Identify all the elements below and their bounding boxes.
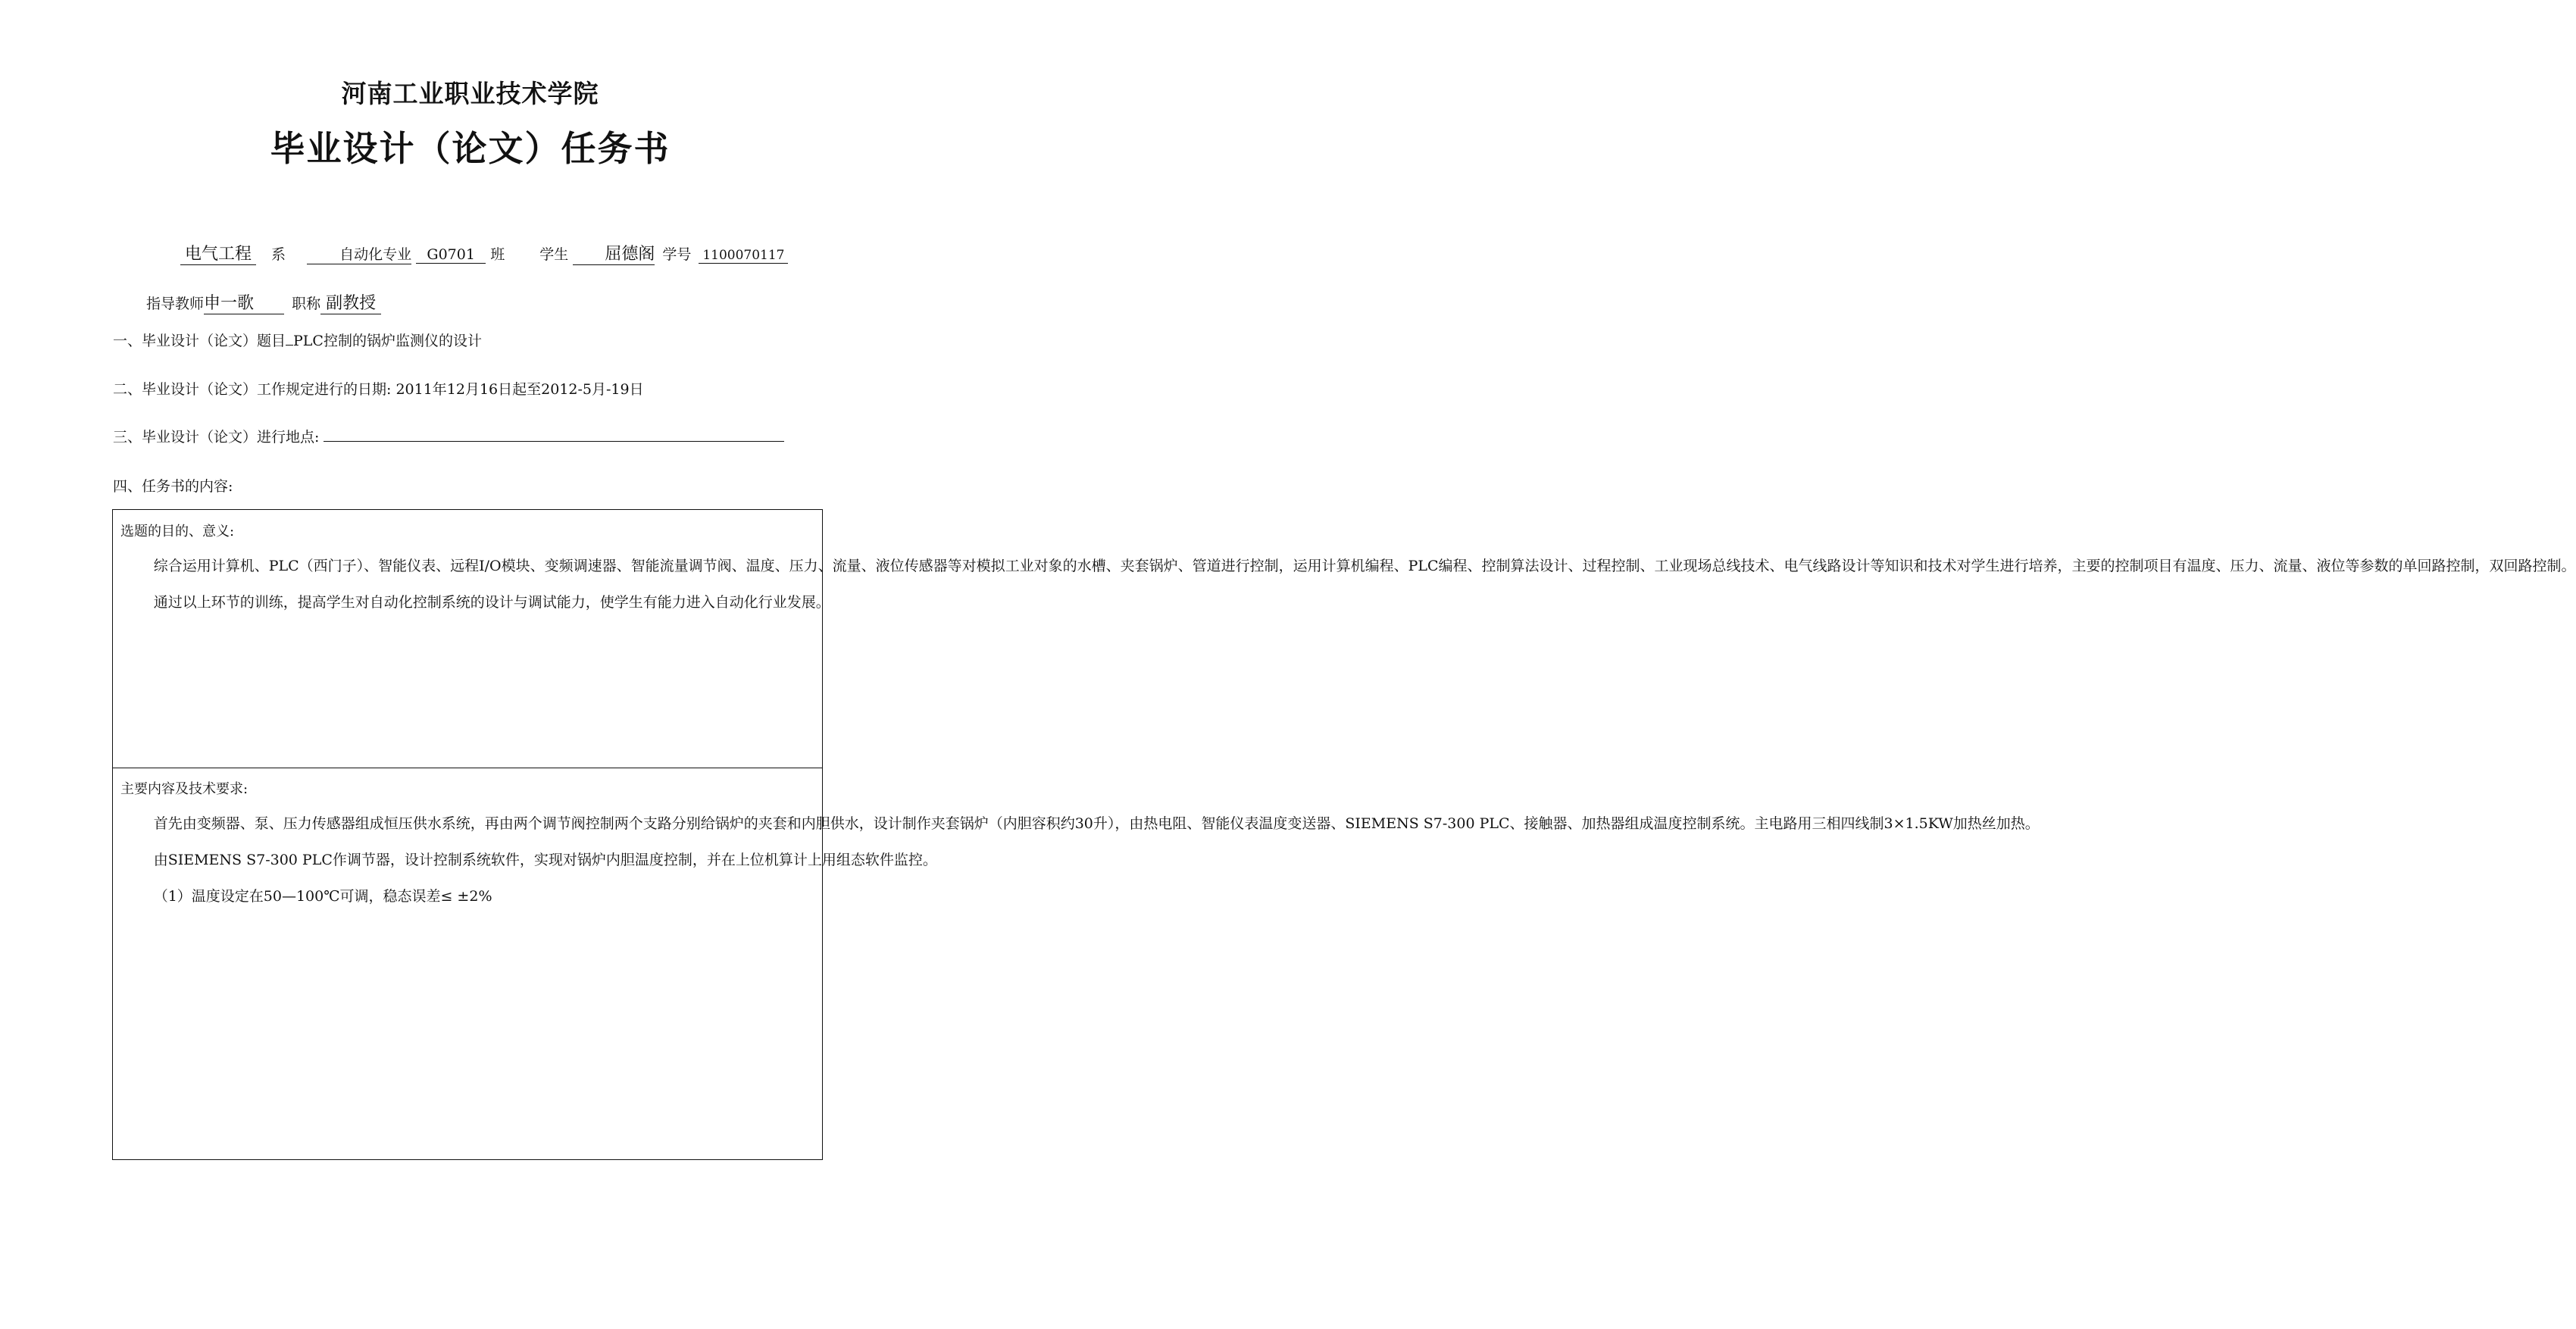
purpose-paragraph: 通过以上环节的训练，提高学生对自动化控制系统的设计与调试能力，使学生有能力进入自动化行业发展。 (153, 594, 830, 611)
location-label: 三、毕业设计（论文）进行地点: (113, 429, 320, 446)
content-paragraph: 由SIEMENS S7-300 PLC作调节器，设计控制系统软件，实现对锅炉内胆温度控制，并在上位机算计上用组态软件监控。 (153, 852, 937, 868)
student-id-label: 学号 (662, 246, 692, 263)
student-id-value: 1100070117 (699, 248, 788, 264)
purpose-label: 选题的目的、意义: (120, 524, 235, 539)
title-rank-value: 副教授 (320, 290, 381, 314)
topic-value: PLC控制的锅炉监测仪的设计 (293, 333, 482, 349)
content-requirements-label: 主要内容及技术要求: (120, 781, 249, 797)
section-dates: 二、毕业设计（论文）工作规定进行的日期: 2011年12月16日起至2012-5月-19日 (113, 381, 644, 398)
location-blank (324, 427, 784, 442)
content-requirements-text (120, 805, 2040, 915)
purpose-paragraph: 综合运用计算机、PLC（西门子）、智能仪表、远程I/O模块、变频调速器、智能流量调节阀、温度、压力、流量、液位传感器等对模拟工业对象的水槽、夹套锅炉、管道进行控制，运用计算机编程、PLC编程、控制算法设计、过程控制、工业现场总线技术、电气线路设计等知识和技术对学生进行培养，主要的控制项目有温度、压力、流量、液位等参数的单回路控制，双回路控制。 (153, 558, 2576, 574)
advisor-label: 指导教师 (146, 296, 205, 312)
section-location (113, 426, 784, 446)
requirement-item: （1）温度设定在50—100℃可调，稳态误差≤ ±2% (153, 888, 492, 905)
student-name: 屈德阁 (573, 241, 655, 265)
task-content-box (112, 509, 2576, 1160)
class-value: G0701 (416, 246, 486, 264)
content-paragraph: 首先由变频器、泵、压力传感器组成恒压供水系统，再由两个调节阀控制两个支路分别给锅炉的夹套和内胆供水，设计制作夹套锅炉（内胆容积约30升），由热电阻、智能仪表温度变送器、SIEMENS S7-300 PLC、接触器、加热器组成温度控制系统。主电路用三相四线制3×1.5KW加热丝加热。 (153, 815, 2040, 832)
section-content-heading: 四、任务书的内容: (113, 478, 233, 495)
student-label: 学生 (539, 246, 569, 263)
topic-label: 一、毕业设计（论文）题目 (113, 333, 286, 349)
department-label: 系 (271, 246, 286, 263)
class-label: 班 (490, 246, 505, 263)
title-rank-label: 职称 (292, 296, 321, 312)
advisor-row (146, 290, 381, 314)
department-value: 电气工程 (180, 241, 256, 265)
major-value: 自动化专业 (307, 243, 411, 264)
student-info-row (180, 241, 788, 265)
advisor-name: 申一歌 (204, 290, 284, 314)
school-name: 河南工业职业技术学院 (341, 79, 599, 108)
purpose-text (120, 548, 2576, 621)
section-topic (113, 330, 482, 350)
document-title: 毕业设计（论文）任务书 (270, 128, 671, 169)
